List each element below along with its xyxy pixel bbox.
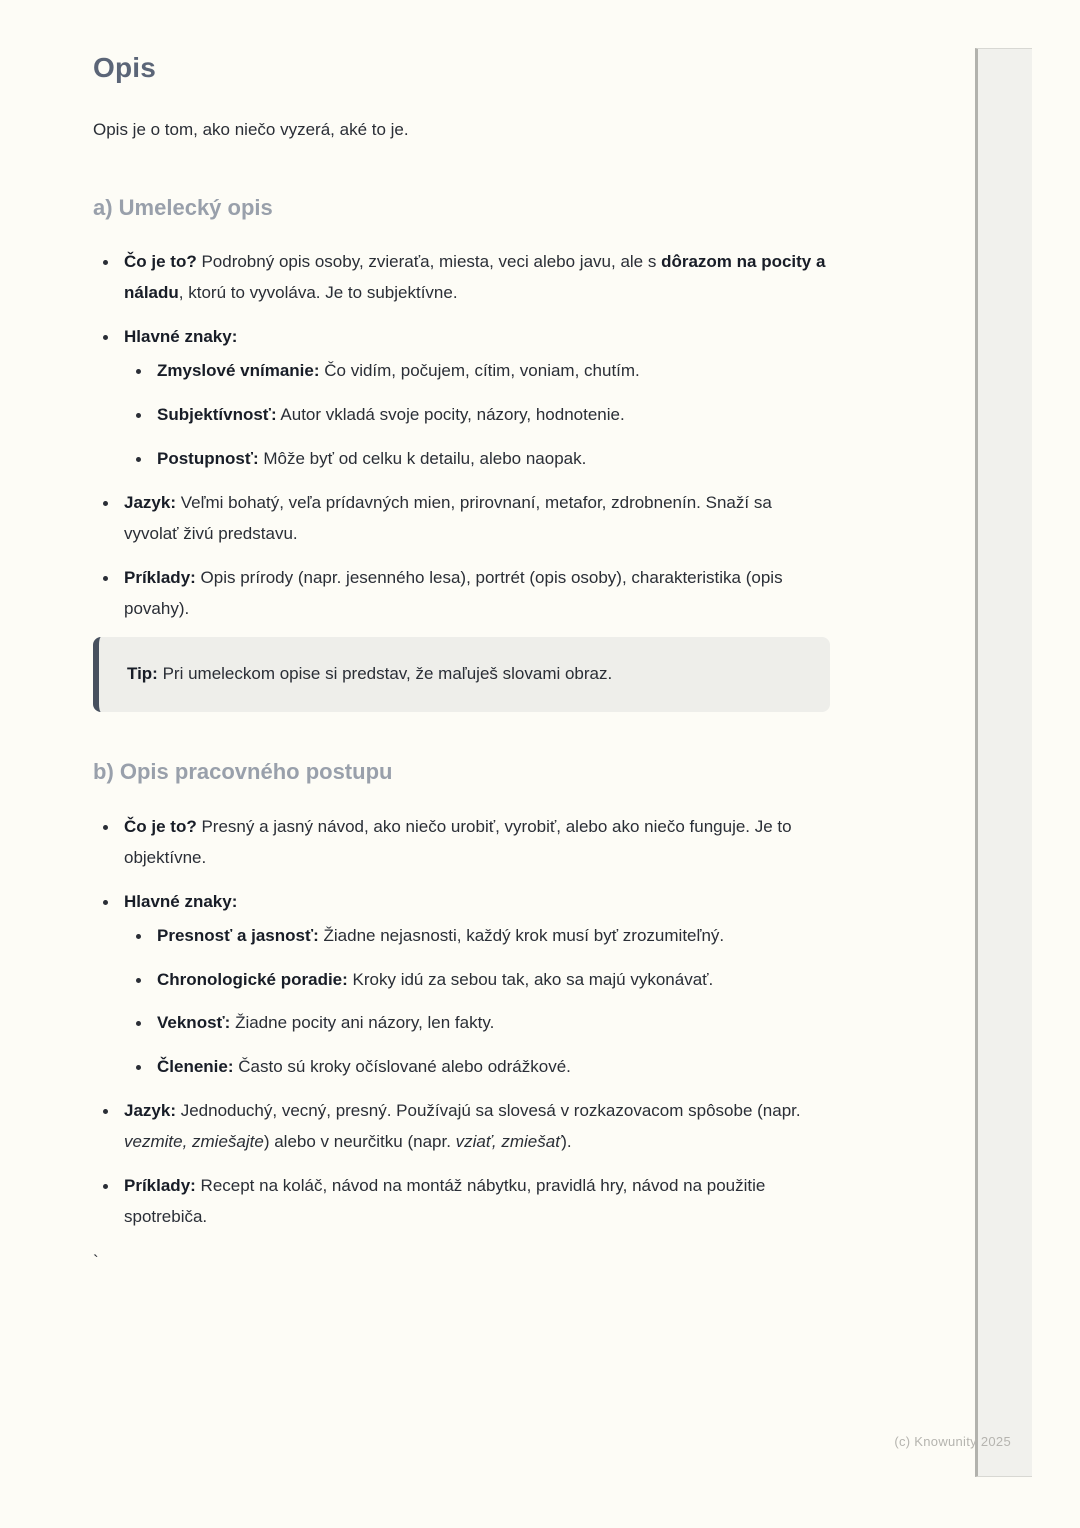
text-run: , ktorú to vyvoláva. Je to subjektívne. — [178, 283, 458, 303]
copyright-footer: (c) Knowunity 2025 — [894, 1434, 1011, 1449]
list-item — [93, 887, 830, 918]
tip-callout — [93, 637, 830, 712]
document-page — [93, 52, 830, 1270]
list-item-text — [157, 361, 640, 380]
page-title: Opis — [93, 52, 157, 83]
list-item-text — [157, 1057, 571, 1076]
list-item — [93, 247, 830, 309]
bold-text-run: Príklady: — [124, 567, 196, 587]
list-item-text — [124, 252, 825, 302]
bold-text-run: Členenie: — [157, 1057, 234, 1077]
list-item — [126, 356, 830, 387]
bold-text-run: Tip: — [127, 664, 158, 684]
list-item — [93, 322, 830, 353]
bullet-icon — [103, 1184, 108, 1189]
bullet-icon — [103, 260, 108, 265]
bold-text-run: Chronologické poradie: — [157, 969, 348, 989]
list-item-text — [124, 493, 772, 543]
text-run: Jednoduchý, vecný, presný. Používajú sa slovesá v rozkazovacom spôsobe (napr. — [175, 1101, 801, 1121]
bullet-icon — [136, 457, 141, 462]
text-run: Čo vidím, počujem, cítim, voniam, chutím. — [319, 360, 640, 380]
section-opis-pracovneho-postupu — [93, 759, 830, 1233]
list-item — [93, 1171, 830, 1233]
bullet-icon — [136, 1021, 141, 1026]
text-run: Recept na koláč, návod na montáž nábytku, pravidlá hry, návod na použitie spotrebiča. — [124, 1176, 766, 1227]
text-run: Kroky idú za sebou tak, ako sa majú vykonávať. — [347, 969, 714, 989]
list-item — [126, 1008, 830, 1039]
text-run: Presný a jasný návod, ako niečo urobiť, vyrobiť, alebo ako niečo funguje. Je to objektívne. — [124, 816, 792, 867]
list-item — [126, 1052, 830, 1083]
text-run: Podrobný opis osoby, zvieraťa, miesta, veci alebo javu, ale s — [196, 252, 662, 272]
bold-text-run: Postupnosť: — [157, 448, 259, 468]
text-run: Opis prírody (napr. jesenného lesa), portrét (opis osoby), charakteristika (opis povahy). — [124, 567, 783, 618]
list-item — [126, 444, 830, 475]
list-item-text — [157, 926, 724, 945]
list-item-text — [157, 970, 713, 989]
bullet-icon — [103, 501, 108, 506]
bold-text-run: dôrazom na pocity a náladu — [124, 252, 826, 303]
list-item-text — [124, 1101, 801, 1151]
bullet-icon — [103, 576, 108, 581]
list-item-text — [124, 892, 237, 911]
scrollbar-track[interactable] — [975, 48, 1032, 1477]
bullet-list — [93, 812, 830, 1233]
section-umelecky-opis — [93, 195, 830, 713]
bullet-icon — [136, 369, 141, 374]
text-run: Žiadne nejasnosti, každý krok musí byť zrozumiteľný. — [318, 925, 725, 945]
bold-text-run: Presnosť a jasnosť: — [157, 925, 319, 945]
italic-text-run: vezmite, zmiešajte — [124, 1132, 264, 1152]
bold-text-run: Hlavné znaky: — [124, 891, 238, 911]
bullet-icon — [103, 825, 108, 830]
bullet-icon — [136, 1065, 141, 1070]
bullet-icon — [103, 335, 108, 340]
bold-text-run: Subjektívnosť: — [157, 404, 277, 424]
text-run: Môže byť od celku k detailu, alebo naopak. — [258, 448, 587, 468]
text-run: Žiadne pocity ani názory, len fakty. — [230, 1013, 495, 1033]
bold-text-run: Čo je to? — [124, 816, 197, 836]
bold-text-run: Čo je to? — [124, 252, 197, 272]
list-item-text — [124, 1176, 765, 1226]
list-item — [126, 921, 830, 952]
text-run: ). — [561, 1132, 572, 1152]
bold-text-run: Príklady: — [124, 1176, 196, 1196]
bullet-icon — [103, 1109, 108, 1114]
bullet-list — [93, 247, 830, 624]
bold-text-run: Jazyk: — [124, 492, 176, 512]
stray-backtick: ` — [93, 1252, 99, 1272]
tip-text — [127, 664, 612, 683]
list-item-text — [124, 817, 792, 867]
bullet-icon — [136, 978, 141, 983]
list-item-text — [124, 568, 783, 618]
bullet-icon — [136, 934, 141, 939]
list-item-text — [157, 405, 625, 424]
text-run: Pri umeleckom opise si predstav, že maľuješ slovami obraz. — [157, 664, 613, 684]
list-item-text — [157, 1013, 494, 1032]
section-heading-a: a) Umelecký opis — [93, 194, 273, 220]
intro-paragraph: Opis je o tom, ako niečo vyzerá, aké to je. — [93, 120, 409, 140]
list-item — [93, 488, 830, 550]
list-item — [93, 1096, 830, 1158]
list-item — [93, 812, 830, 874]
text-run: Veľmi bohatý, veľa prídavných mien, prirovnaní, metafor, zdrobnenín. Snaží sa vyvolať živú predstavu. — [124, 492, 772, 543]
bold-text-run: Hlavné znaky: — [124, 326, 238, 346]
list-item-text — [157, 449, 586, 468]
list-item-text — [124, 327, 237, 346]
list-item — [126, 400, 830, 431]
text-run: Často sú kroky očíslované alebo odrážkové. — [233, 1057, 571, 1077]
italic-text-run: vziať, zmiešať — [455, 1132, 562, 1152]
bold-text-run: Zmyslové vnímanie: — [157, 360, 320, 380]
list-item — [126, 965, 830, 996]
section-heading-b: b) Opis pracovného postupu — [93, 759, 393, 785]
text-run: ) alebo v neurčitku (napr. — [263, 1132, 456, 1152]
bold-text-run: Veknosť: — [157, 1013, 231, 1033]
bullet-icon — [136, 413, 141, 418]
list-item — [93, 563, 830, 625]
text-run: Autor vkladá svoje pocity, názory, hodnotenie. — [276, 404, 625, 424]
bold-text-run: Jazyk: — [124, 1101, 176, 1121]
bullet-icon — [103, 900, 108, 905]
